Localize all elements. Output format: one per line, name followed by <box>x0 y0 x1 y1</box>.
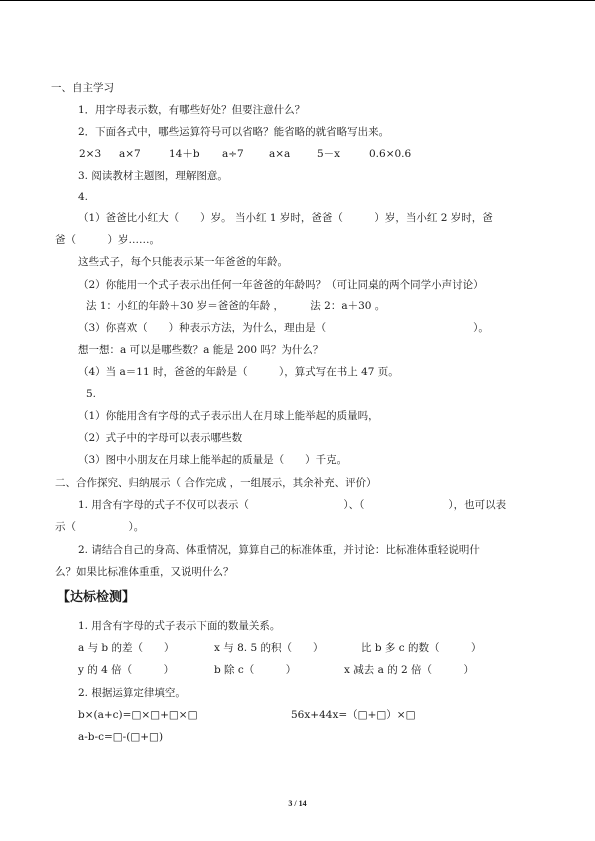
question-3: 3. 阅读教材主题图，理解图意。 <box>78 170 228 182</box>
expression: 2×3 <box>79 148 102 160</box>
test-item: y 的 4 倍（ ） <box>78 664 175 676</box>
question-2: 2．下面各式中，哪些运算符号可以省略？能省略的就省略写出来。 <box>78 126 390 138</box>
test-item: 比 b 多 c 的数（ ） <box>361 642 482 654</box>
section1-title: 一、自主学习 <box>51 82 114 94</box>
law-item: 56x+44x=（□+□）×□ <box>291 709 416 721</box>
page-number: 3 / 14 <box>288 799 307 808</box>
expression: a×7 <box>119 148 141 160</box>
method-line: 法 1：小红的年龄＋30 岁＝爸爸的年龄 ， 法 2：a＋30 。 <box>86 300 386 312</box>
test-item: b 除 c（ ） <box>214 664 297 676</box>
header-rule <box>0 0 595 1</box>
test-question-1: 1. 用含有字母的式子表示下面的数量关系。 <box>78 620 281 632</box>
expression: 14＋b <box>169 148 200 160</box>
question-4-part3: （3）你喜欢（ ）种表示方法，为什么，理由是（ ）。 <box>78 322 489 334</box>
question-5-part3: （3）图中小朋友在月球上能举起的质量是（ ）千克。 <box>78 454 348 466</box>
note-text: 这些式子，每个只能表示某一年爸爸的年龄。 <box>78 256 288 268</box>
question-1: 1．用字母表示数，有哪些好处？但要注意什么？ <box>78 104 306 116</box>
section2-q1-line1: 1. 用含有字母的式子不仅可以表示（ ）、（ ），也可以表 <box>78 499 507 511</box>
think-line: 想一想：a 可以是哪些数？a 能是 200 吗？为什么？ <box>78 344 324 356</box>
question-5-part2: （2）式子中的字母可以表示哪些数 <box>78 432 243 444</box>
section2-q2-line1: 2. 请结合自己的身高、体重情况，算算自己的标准体重，并讨论：比标准体重轻说明什 <box>78 544 480 556</box>
section2-q2-line2: 么？如果比标准体重重，又说明什么？ <box>55 566 234 578</box>
test-item: x 与 8. 5 的积（ ） <box>214 642 324 654</box>
expression: a÷7 <box>222 148 244 160</box>
law-item: a-b-c=□-(□+□) <box>78 731 164 743</box>
section2-title: 二、合作探究、归纳展示（ 合作完成 ，一组展示，其余补充、评价） <box>55 477 377 489</box>
test-item: x 减去 a 的 2 倍（ ） <box>344 664 475 676</box>
question-4: 4. <box>78 191 89 203</box>
test-heading: 【达标检测】 <box>57 590 136 605</box>
question-5: 5. <box>86 388 97 400</box>
section2-q1-line2: 示（ ）。 <box>55 521 145 533</box>
question-5-part1: （1）你能用含有字母的式子表示出人在月球上能举起的质量吗， <box>78 410 379 422</box>
law-item: b×(a+c)=□×□+□×□ <box>78 709 198 721</box>
question-4-part2: （2）你能用一个式子表示出任何一年爸爸的年龄吗？（可让同桌的两个同学小声讨论） <box>78 279 484 291</box>
question-4-part1-line2: 爸（ ）岁……。 <box>55 234 160 246</box>
question-4-part1-line1: （1）爸爸比小红大（ ）岁。 当小红 1 岁时，爸爸（ ）岁，当小红 2 岁时，爸 <box>78 212 493 224</box>
expression: 0.6×0.6 <box>369 148 412 160</box>
expression: a×a <box>269 148 291 160</box>
test-question-2: 2. 根据运算定律填空。 <box>78 687 186 699</box>
expression: 5－x <box>317 148 341 160</box>
test-item: a 与 b 的差（ ） <box>78 642 175 654</box>
question-4-part4: （4）当 a＝11 时，爸爸的年龄是（ ），算式写在书上 47 页。 <box>78 366 399 378</box>
